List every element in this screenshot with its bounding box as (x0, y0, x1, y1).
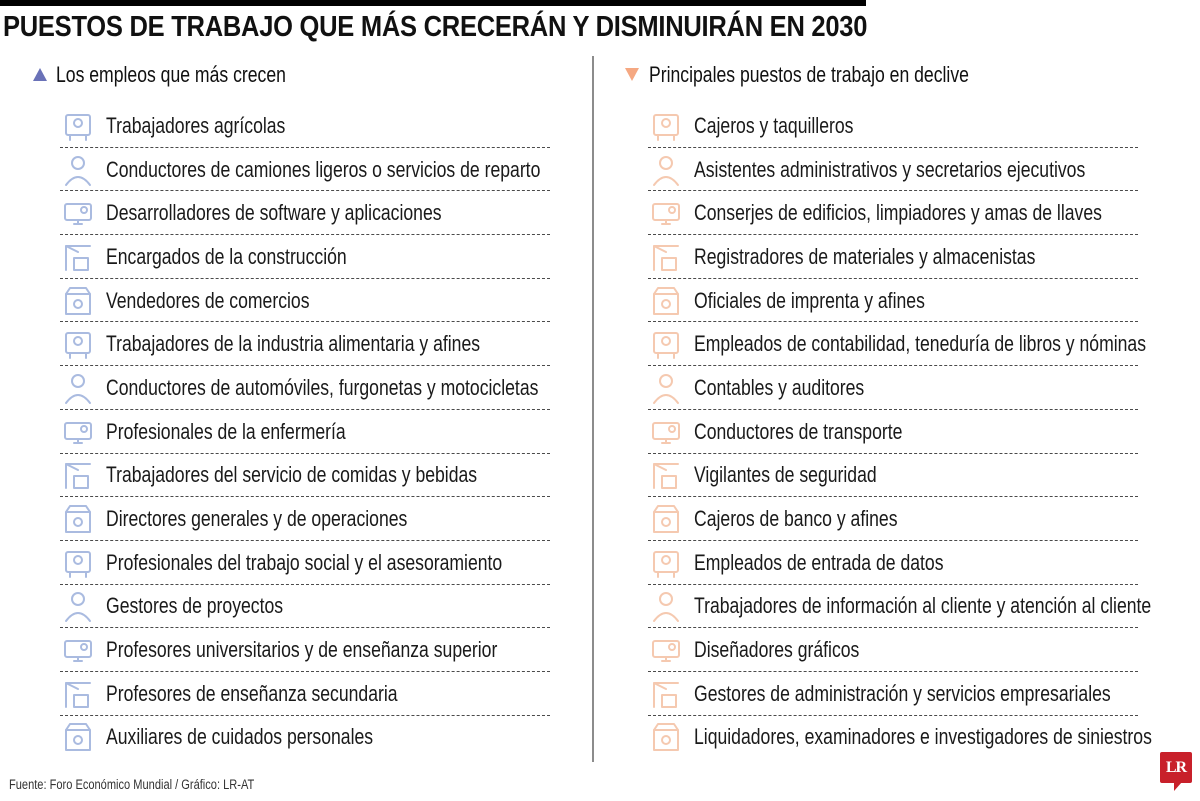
list-item (60, 366, 550, 410)
list-item (60, 148, 550, 192)
list-item-label: Vendedores de comercios (106, 287, 310, 313)
list-item-label: Cajeros y taquilleros (694, 112, 854, 138)
growing-jobs-heading (33, 58, 553, 92)
declining-jobs-heading (625, 58, 1145, 92)
list-item (648, 322, 1147, 366)
printer-icon (648, 283, 692, 319)
list-item-label: Auxiliares de cuidados personales (106, 724, 374, 750)
list-item-label: Registradores de materiales y almacenistas (694, 243, 1036, 269)
triangle-down-icon (625, 68, 639, 81)
bank-teller-icon (648, 501, 692, 537)
page-title: PUESTOS DE TRABAJO QUE MÁS CRECERÁN Y DISMINUIRÁN EN 2030 (3, 11, 868, 43)
list-item (648, 541, 1138, 585)
top-rule (0, 0, 866, 6)
list-item (60, 279, 550, 323)
ticket-booth-icon (648, 108, 692, 144)
declining-jobs-heading-label: Principales puestos de trabajo en declive (649, 62, 969, 87)
data-entry-icon (648, 545, 692, 581)
list-item-label: Vigilantes de seguridad (694, 462, 877, 488)
bus-icon (648, 414, 692, 450)
list-item (648, 585, 1152, 629)
list-item-label: Cajeros de banco y afines (694, 506, 898, 532)
university-building-icon (60, 632, 104, 668)
list-item-label: Conductores de camiones ligeros o servicios de reparto (106, 156, 541, 182)
list-item (60, 628, 550, 672)
declining-jobs-list (648, 104, 1152, 759)
list-item-label: Oficiales de imprenta y afines (694, 287, 925, 313)
list-item-label: Profesionales de la enfermería (106, 418, 346, 444)
list-item-label: Empleados de contabilidad, teneduría de libros y nóminas (694, 331, 1147, 357)
list-item (60, 497, 550, 541)
list-item (60, 585, 550, 629)
claims-investigation-icon (648, 719, 692, 755)
nurse-icon (60, 414, 104, 450)
list-item-label: Contables y auditores (694, 374, 865, 400)
growing-jobs-list (60, 104, 550, 759)
list-item (60, 235, 550, 279)
driver-wheel-icon (60, 370, 104, 406)
director-desk-icon (60, 501, 104, 537)
list-item-label: Trabajadores del servicio de comidas y bebidas (106, 462, 478, 488)
list-item (60, 454, 550, 498)
list-item-label: Conductores de automóviles, furgonetas y motocicletas (106, 374, 539, 400)
counseling-meeting-icon (60, 545, 104, 581)
food-basket-icon (60, 326, 104, 362)
list-item (648, 454, 1138, 498)
list-item (648, 279, 1138, 323)
declining-jobs-column (625, 58, 1152, 750)
list-item-label: Profesores de enseñanza secundaria (106, 680, 398, 706)
warehouse-clipboard-icon (648, 239, 692, 275)
list-item-label: Diseñadores gráficos (694, 637, 860, 663)
crane-house-icon (60, 239, 104, 275)
list-item-label: Empleados de entrada de datos (694, 549, 944, 575)
list-item-label: Conductores de transporte (694, 418, 903, 444)
computer-gear-icon (60, 195, 104, 231)
list-item-label: Conserjes de edificios, limpiadores y amas de llaves (694, 200, 1102, 226)
list-item-label: Directores generales y de operaciones (106, 506, 408, 532)
list-item (648, 497, 1138, 541)
list-item (60, 322, 550, 366)
list-item (60, 104, 550, 148)
list-item (648, 104, 1138, 148)
audit-magnifier-icon (648, 370, 692, 406)
delivery-truck-icon (60, 152, 104, 188)
list-item (60, 410, 550, 454)
market-stall-icon (60, 283, 104, 319)
growing-jobs-column (33, 58, 553, 750)
business-manager-icon (648, 676, 692, 712)
list-item-label: Desarrolladores de software y aplicaciones (106, 200, 442, 226)
headset-agent-icon (648, 588, 692, 624)
list-item-label: Gestores de administración y servicios empresariales (694, 680, 1111, 706)
list-item-label: Profesores universitarios y de enseñanza superior (106, 637, 498, 663)
caregiver-icon (60, 719, 104, 755)
list-item (648, 716, 1152, 760)
list-item-label: Asistentes administrativos y secretarios ejecutivos (694, 156, 1086, 182)
list-item-label: Trabajadores de la industria alimentaria y afines (106, 331, 481, 357)
shovel-plant-icon (60, 108, 104, 144)
list-item (648, 191, 1138, 235)
list-item (648, 628, 1138, 672)
list-item-label: Gestores de proyectos (106, 593, 284, 619)
triangle-up-icon (33, 68, 47, 81)
list-item (60, 672, 550, 716)
list-item-label: Encargados de la construcción (106, 243, 347, 269)
project-chart-gear-icon (60, 588, 104, 624)
list-item-label: Liquidadores, examinadores e investigadores de siniestros (694, 724, 1152, 750)
cleaning-cart-icon (648, 195, 692, 231)
creative-head-bulb-icon (648, 632, 692, 668)
source-note: Fuente: Foro Económico Mundial / Gráfico: LR-AT (9, 777, 255, 792)
secretary-icon (648, 152, 692, 188)
growing-jobs-heading-label: Los empleos que más crecen (56, 62, 286, 87)
accounting-document-icon (648, 326, 692, 362)
list-item (648, 148, 1138, 192)
list-item (60, 541, 550, 585)
list-item-label: Trabajadores de información al cliente y atención al cliente (694, 593, 1152, 619)
list-item (648, 366, 1138, 410)
list-item-label: Profesionales del trabajo social y el asesoramiento (106, 549, 503, 575)
lr-logo-text: LR (1165, 758, 1187, 776)
list-item (60, 191, 550, 235)
security-guard-icon (648, 457, 692, 493)
teacher-board-icon (60, 676, 104, 712)
list-item (648, 410, 1138, 454)
plate-cutlery-icon (60, 457, 104, 493)
list-item (648, 672, 1138, 716)
list-item (60, 716, 550, 760)
list-item-label: Trabajadores agrícolas (106, 112, 286, 138)
lr-logo (1160, 752, 1192, 783)
list-item (648, 235, 1138, 279)
column-divider (592, 56, 594, 762)
